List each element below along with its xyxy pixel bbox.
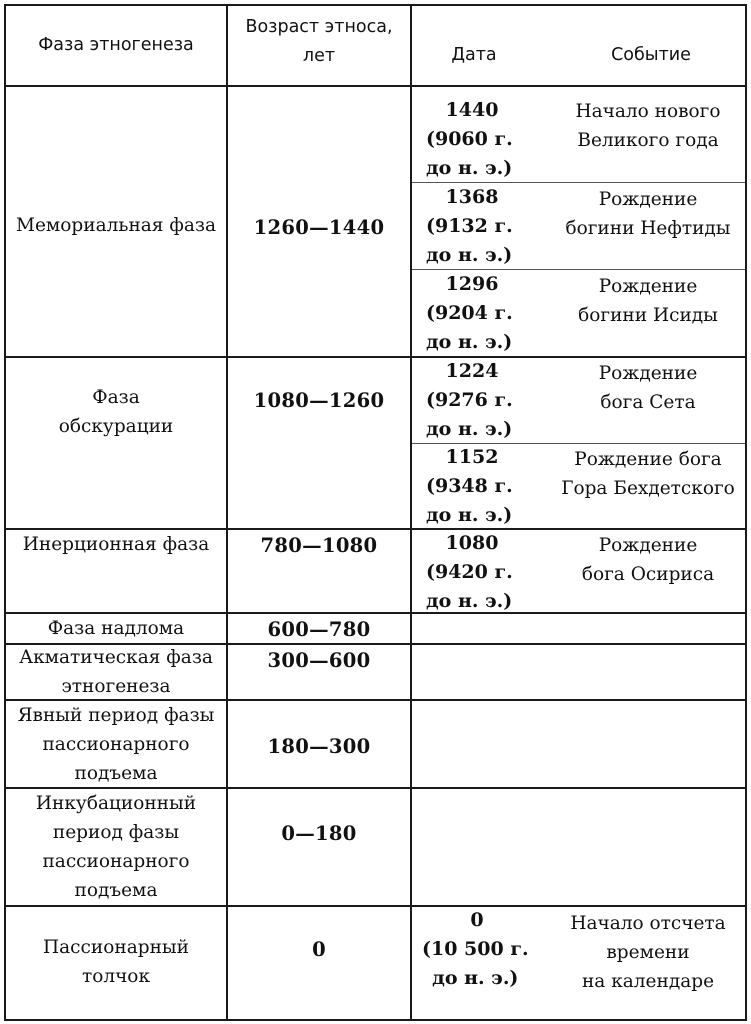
date-cell <box>420 96 540 186</box>
date-sub: (9132 г. до н. э.) <box>426 215 513 266</box>
age-cell: 180—300 <box>267 734 371 758</box>
date-cell <box>420 529 540 619</box>
date-main: 1296 <box>445 273 499 295</box>
date-main: 1440 <box>445 99 499 121</box>
phase-cell: Фаза надлома <box>47 618 185 639</box>
date-main: 1368 <box>445 186 499 208</box>
date-main: 1152 <box>445 446 499 468</box>
date-cell <box>416 906 546 1001</box>
event-cell: Начало отсчета времени на календаре <box>570 912 726 992</box>
date-sub: (9348 г. до н. э.) <box>426 475 513 526</box>
phase-cell: Фаза обскурации <box>58 387 174 437</box>
date-sub: (9276 г. до н. э.) <box>426 389 513 440</box>
rule <box>745 4 747 1021</box>
rule <box>4 1019 747 1021</box>
phase-cell: Акматическая фаза этногенеза <box>19 647 213 697</box>
age-cell: 1080—1260 <box>253 388 385 412</box>
date-sub: (9060 г. до н. э.) <box>426 128 513 179</box>
rule <box>226 4 228 1021</box>
event-cell: Рождение богини Исиды <box>578 276 718 326</box>
event-cell: Рождение бога Гора Бехдетского <box>561 449 735 499</box>
event-cell: Начало нового Великого года <box>575 101 721 151</box>
date-sub: (9420 г. до н. э.) <box>426 561 513 612</box>
event-cell: Рождение бога Осириса <box>581 535 715 585</box>
date-cell <box>420 183 540 273</box>
header-date: Дата <box>451 44 497 65</box>
age-cell: 0 <box>312 937 326 961</box>
age-cell: 0—180 <box>281 821 357 845</box>
phase-cell: Мемориальная фаза <box>16 214 216 236</box>
date-sub: (10 500 г. до н. э.) <box>422 938 529 989</box>
phase-cell: Инкубационный период фазы пассионарного подъема <box>35 792 197 901</box>
rule <box>4 85 747 87</box>
phase-cell: Инерционная фаза <box>22 533 210 555</box>
age-cell: 300—600 <box>267 648 371 672</box>
date-main: 1224 <box>445 360 499 382</box>
age-cell: 600—780 <box>267 618 371 641</box>
age-cell: 1260—1440 <box>253 215 385 239</box>
phase-cell: Пассионарный толчок <box>43 937 189 987</box>
date-main: 1080 <box>445 532 499 554</box>
rule <box>410 4 412 1021</box>
date-cell <box>420 270 540 360</box>
phase-cell: Явный период фазы пассионарного подъема <box>17 704 215 784</box>
header-phase: Фаза этногенеза <box>38 35 194 55</box>
event-cell: Рождение богини Нефтиды <box>565 189 731 239</box>
date-main: 0 <box>470 909 484 931</box>
date-sub: (9204 г. до н. э.) <box>426 302 513 353</box>
header-event: Событие <box>611 44 691 65</box>
event-cell: Рождение бога Сета <box>598 363 698 413</box>
header-age: Возраст этноса, лет <box>245 17 393 66</box>
date-cell <box>420 357 540 447</box>
age-cell: 780—1080 <box>260 533 378 557</box>
date-cell <box>420 443 540 533</box>
